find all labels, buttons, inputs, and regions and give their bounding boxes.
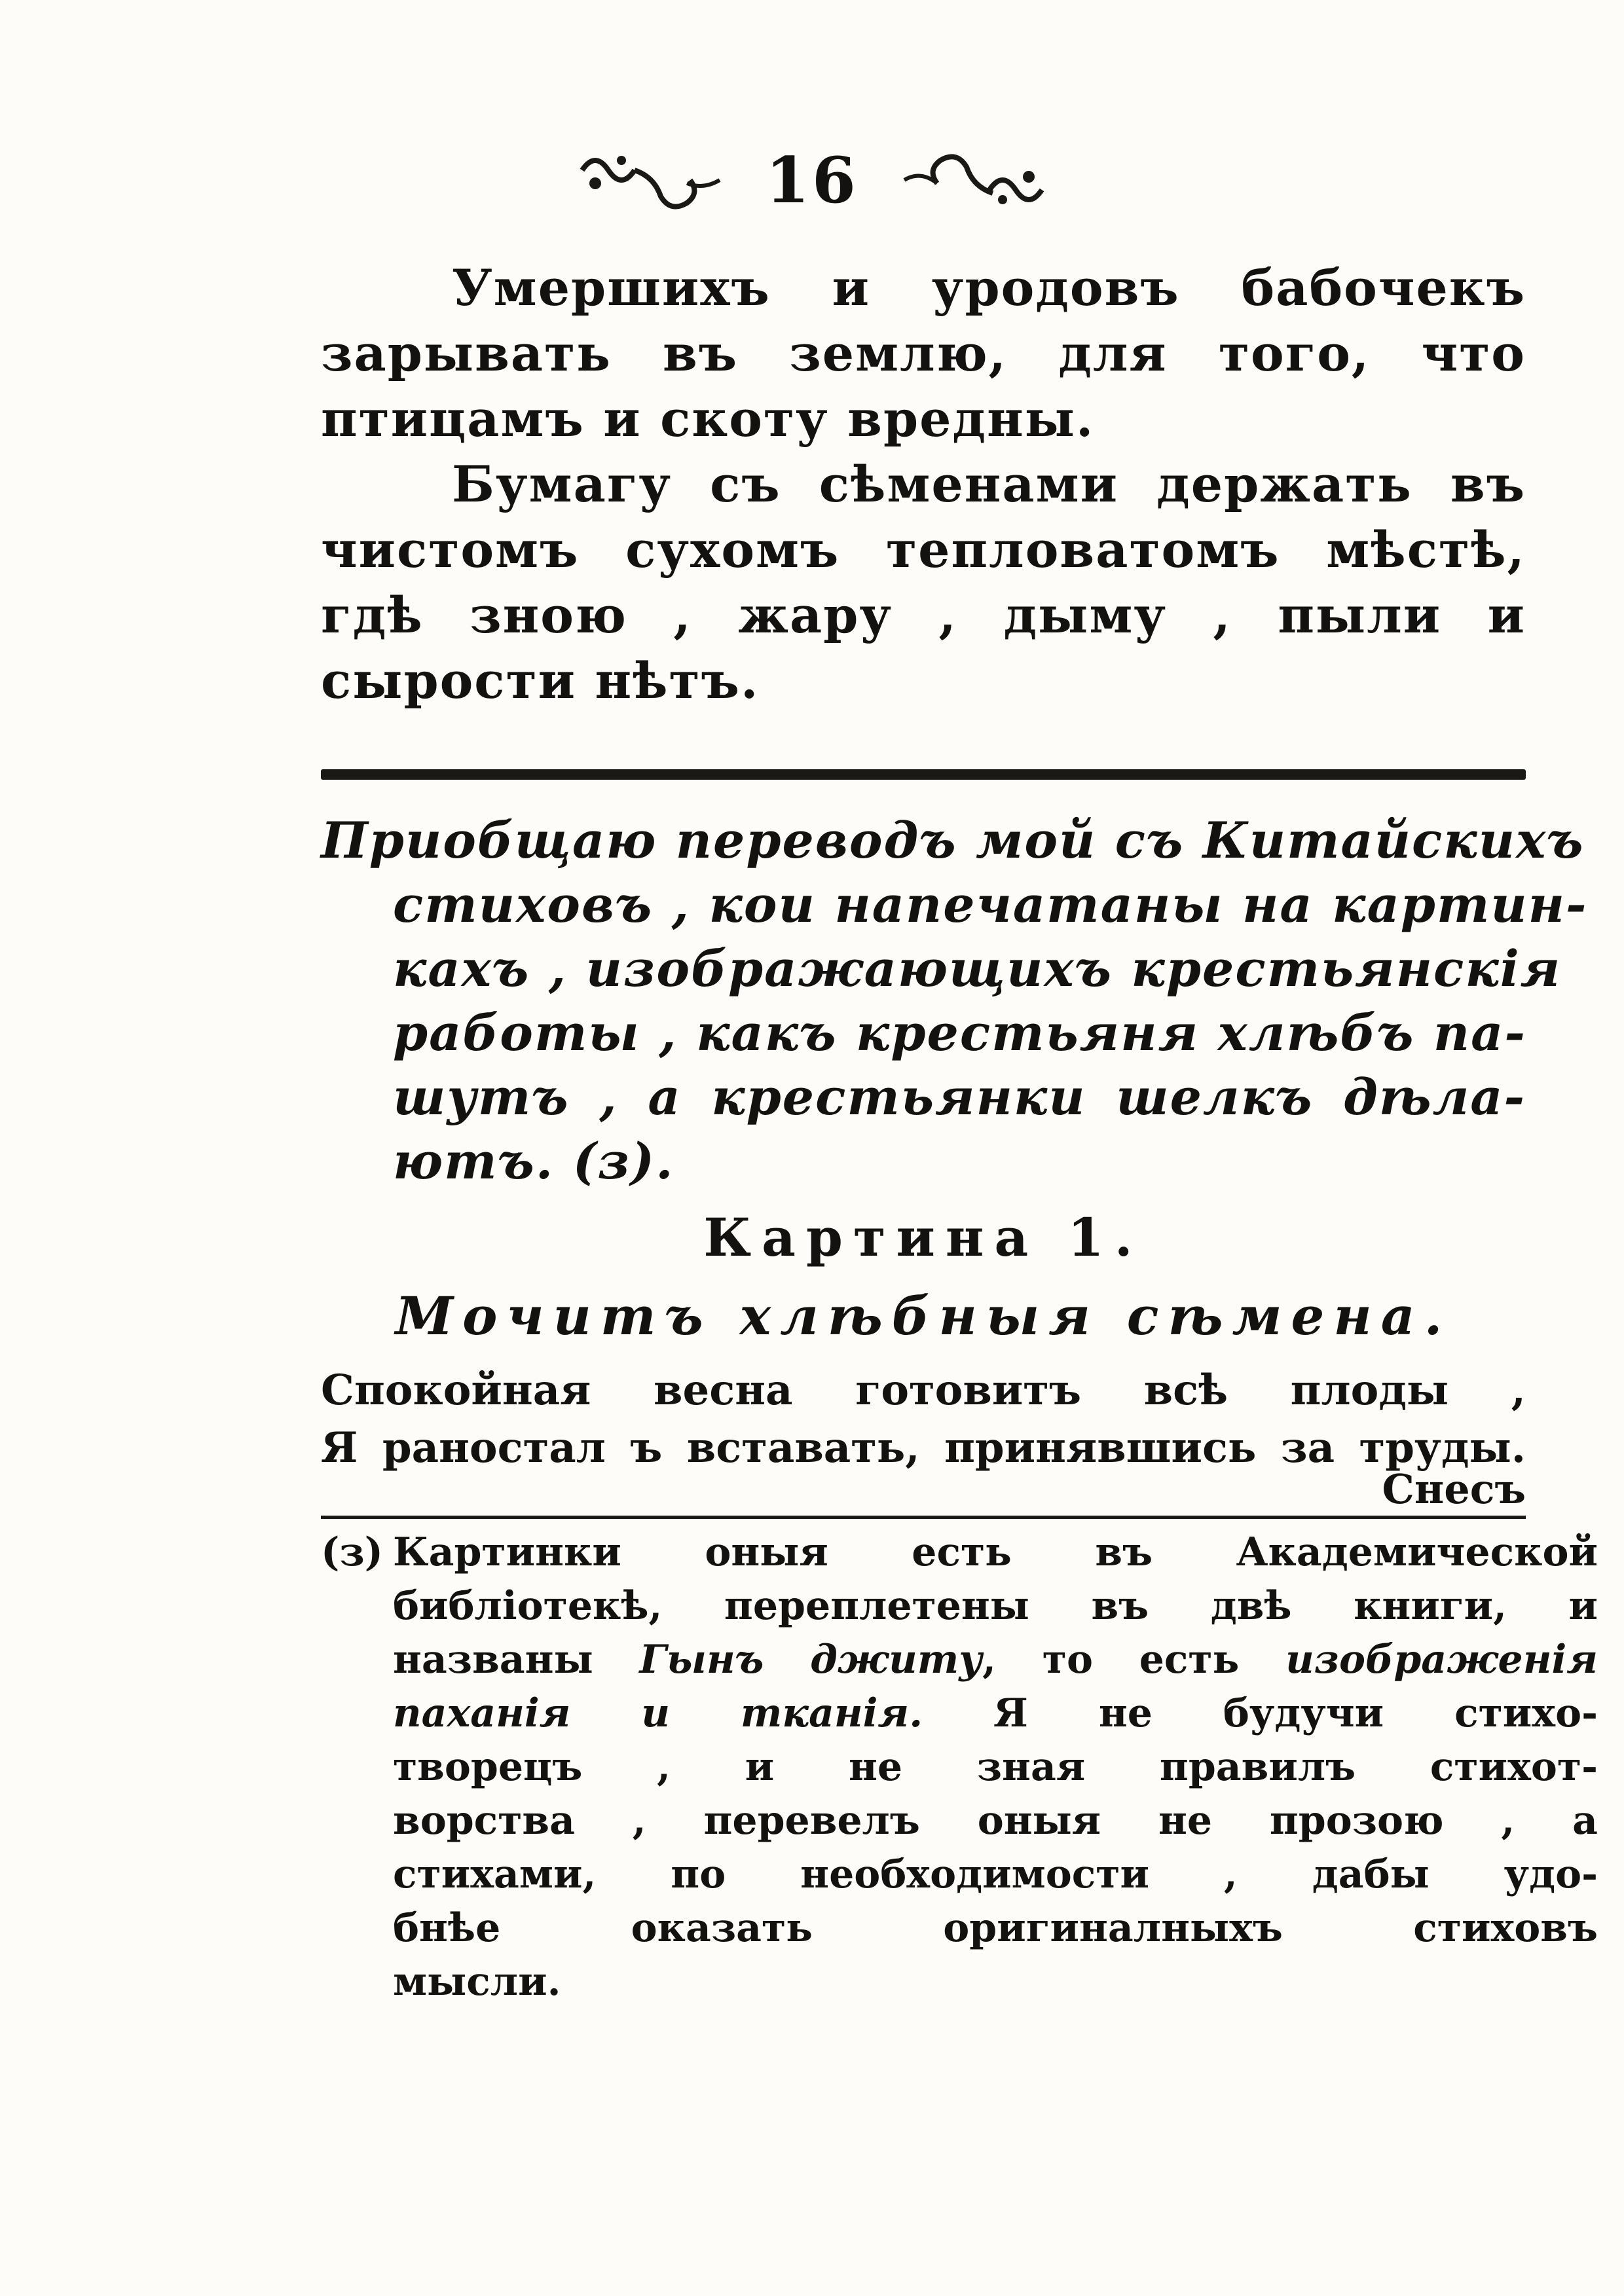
footnote-marker: (з) (321, 1529, 384, 1575)
footnote-line (393, 1633, 1598, 1686)
catchword: Снесъ (1382, 1465, 1526, 1513)
verse-line: Я раностал ъ вставать, принявшись за труды. (321, 1423, 1526, 1472)
footnote-italic: паханія и тканія. (393, 1690, 923, 1736)
verse (321, 1362, 1526, 1477)
footnote-line: мысли. (393, 1959, 561, 2005)
footnote-line: библіотекѣ, переплетены въ двѣ книги, и (393, 1583, 1598, 1629)
footnote-italic: изображенія (1285, 1637, 1598, 1683)
text-line: работы , какъ крестьяня хлѣбъ па- (393, 1004, 1526, 1062)
page-number: 16 (766, 143, 858, 217)
translation-intro (321, 809, 1588, 1194)
picture-title: Картина 1. (703, 1207, 1143, 1268)
footnote-text: Картинки оныя есть въ Академической (393, 1529, 1598, 1575)
text-line: ютъ. (з). (393, 1132, 674, 1190)
footnote-text: Я не будучи стихо- (923, 1690, 1598, 1736)
footnote-italic: Гынъ джиту (639, 1637, 983, 1683)
text-line: гдѣ зною , жару , дыму , пыли и (321, 586, 1526, 644)
fleuron-right-icon (898, 144, 1048, 216)
footnote-line (393, 1686, 1598, 1740)
verse-line: Спокойная весна готовитъ всѣ плоды , (321, 1366, 1526, 1415)
text-line: чистомъ сухомъ тепловатомъ мѣстѣ, (321, 520, 1526, 579)
text-line: Приобщаю переводъ мой съ Китайскихъ (321, 811, 1585, 869)
text-line: зарывать въ землю, для того, что (321, 324, 1526, 382)
footnote-line: стихами, по необходимости , дабы удо- (393, 1851, 1598, 1897)
footnote-line: бнѣе оказать оригиналныхъ стиховъ (393, 1905, 1598, 1951)
text-line: Умершихъ и уродовъ бабочекъ (452, 259, 1526, 317)
footnote-divider (321, 1516, 1526, 1519)
text-line: птицамъ и скоту вредны. (321, 390, 1095, 448)
footnote-line: творецъ , и не зная правилъ стихот- (393, 1744, 1598, 1790)
fleuron-left-icon (576, 144, 726, 216)
text-line: шутъ , а крестьянки шелкъ дѣла- (393, 1068, 1526, 1126)
paragraph-silkworm-care (321, 255, 1526, 714)
text-line: кахъ , изображающихъ крестьянскія (393, 939, 1562, 998)
picture-subtitle: Мочитъ хлѣбныя сѣмена. (395, 1285, 1452, 1347)
page-header (0, 131, 1624, 229)
footnote-text: названы (393, 1637, 640, 1683)
text-line: сырости нѣтъ. (321, 651, 760, 710)
footnote-line (321, 1525, 1598, 1579)
section-divider (321, 769, 1526, 780)
footnote (321, 1525, 1598, 2009)
footnote-line: ворства , перевелъ оныя не прозою , а (393, 1798, 1598, 1844)
text-line: стиховъ , кои напечатаны на картин- (393, 875, 1588, 934)
footnote-text: , то есть (982, 1637, 1286, 1683)
text-line: Бумагу съ сѣменами держать въ (452, 455, 1526, 513)
